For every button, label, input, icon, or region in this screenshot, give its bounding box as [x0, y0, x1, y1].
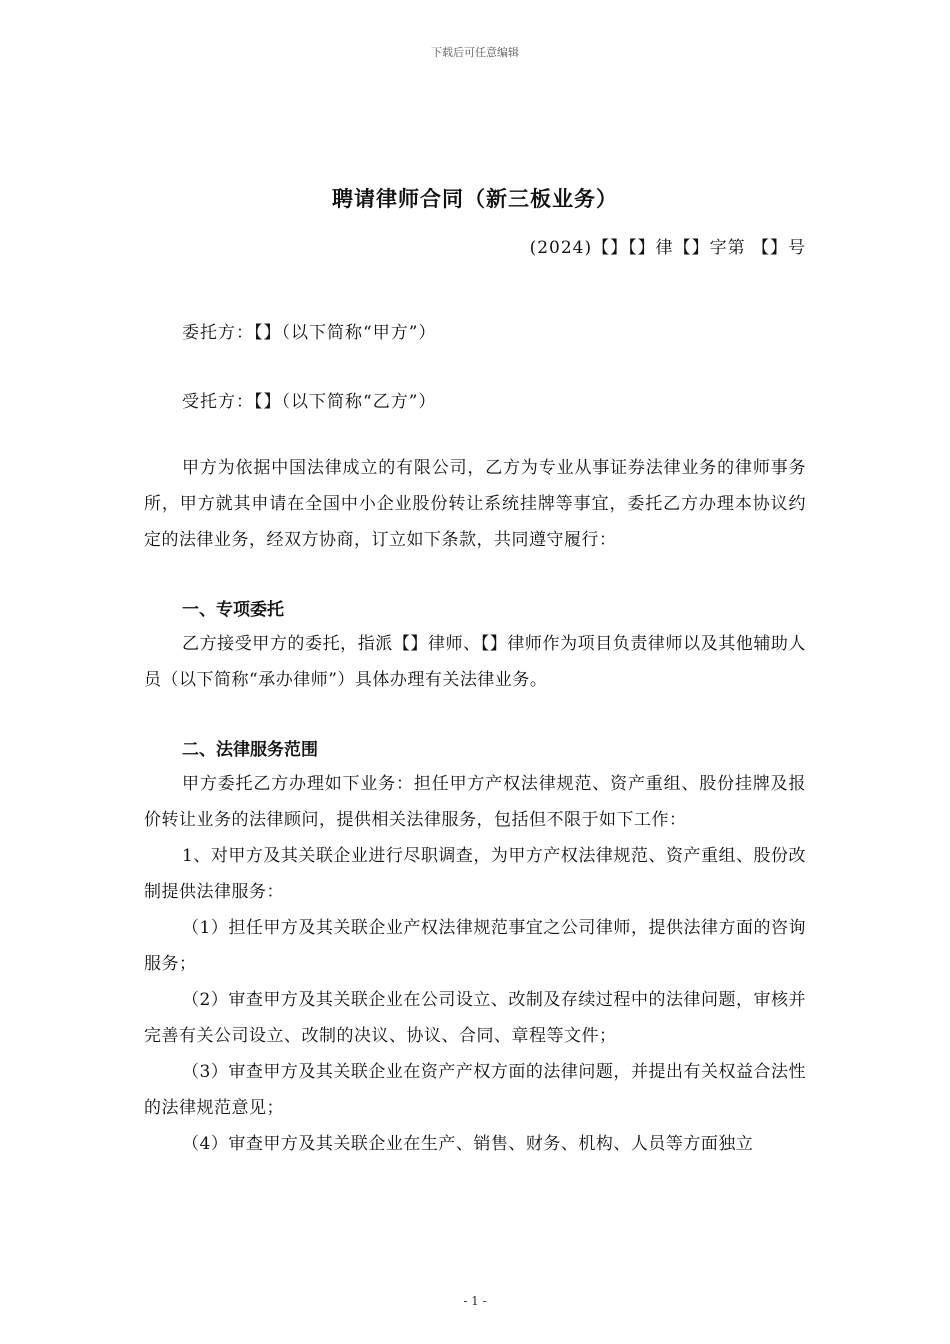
section-heading: 二、法律服务范围 [182, 740, 318, 760]
section-1 [144, 594, 806, 698]
section-paragraph: （1）担任甲方及其关联企业产权法律规范事宜之公司律师，提供法律方面的咨询服务； [144, 918, 806, 974]
page-number: - 1 - [463, 1294, 487, 1308]
preamble-paragraph: 甲方为依据中国法律成立的有限公司，乙方为专业从事证券法律业务的律师事务所，甲方就其申请在全国中小企业股份转让系统挂牌等事宜，委托乙方办理本协议约定的法律业务，经双方协商，订立如下条款，共同遵守履行： [144, 458, 806, 550]
section-paragraph: （4）审查甲方及其关联企业在生产、销售、财务、机构、人员等方面独立 [182, 1134, 754, 1154]
header-note: 下载后可任意编辑 [431, 46, 519, 59]
section-paragraph: 甲方委托乙方办理如下业务：担任甲方产权法律规范、资产重组、股份挂牌及报价转让业务的法律顾问，提供相关法律服务，包括但不限于如下工作： [144, 774, 806, 830]
agent-party: 受托方：【】（以下简称“乙方”） [182, 392, 437, 412]
contract-number: (2024)【】【】律【】字第 【】号 [529, 238, 806, 258]
section-paragraph: 1、对甲方及其关联企业进行尽职调查，为甲方产权法律规范、资产重组、股份改制提供法律服务： [144, 846, 806, 902]
section-paragraph: （2）审查甲方及其关联企业在公司设立、改制及存续过程中的法律问题，审核并完善有关公司设立、改制的决议、协议、合同、章程等文件； [144, 990, 806, 1046]
section-paragraph: 乙方接受甲方的委托，指派【】律师、【】律师作为项目负责律师以及其他辅助人员（以下简称“承办律师”）具体办理有关法律业务。 [144, 634, 806, 690]
preamble-block [144, 450, 806, 558]
section-paragraph: （3）审查甲方及其关联企业在资产产权方面的法律问题，并提出有关权益合法性的法律规范意见； [144, 1062, 806, 1118]
section-2 [144, 734, 806, 1162]
section-heading: 一、专项委托 [182, 600, 284, 620]
document-title: 聘请律师合同（新三板业务） [332, 187, 618, 211]
client-party: 委托方：【】（以下简称“甲方”） [182, 323, 437, 343]
